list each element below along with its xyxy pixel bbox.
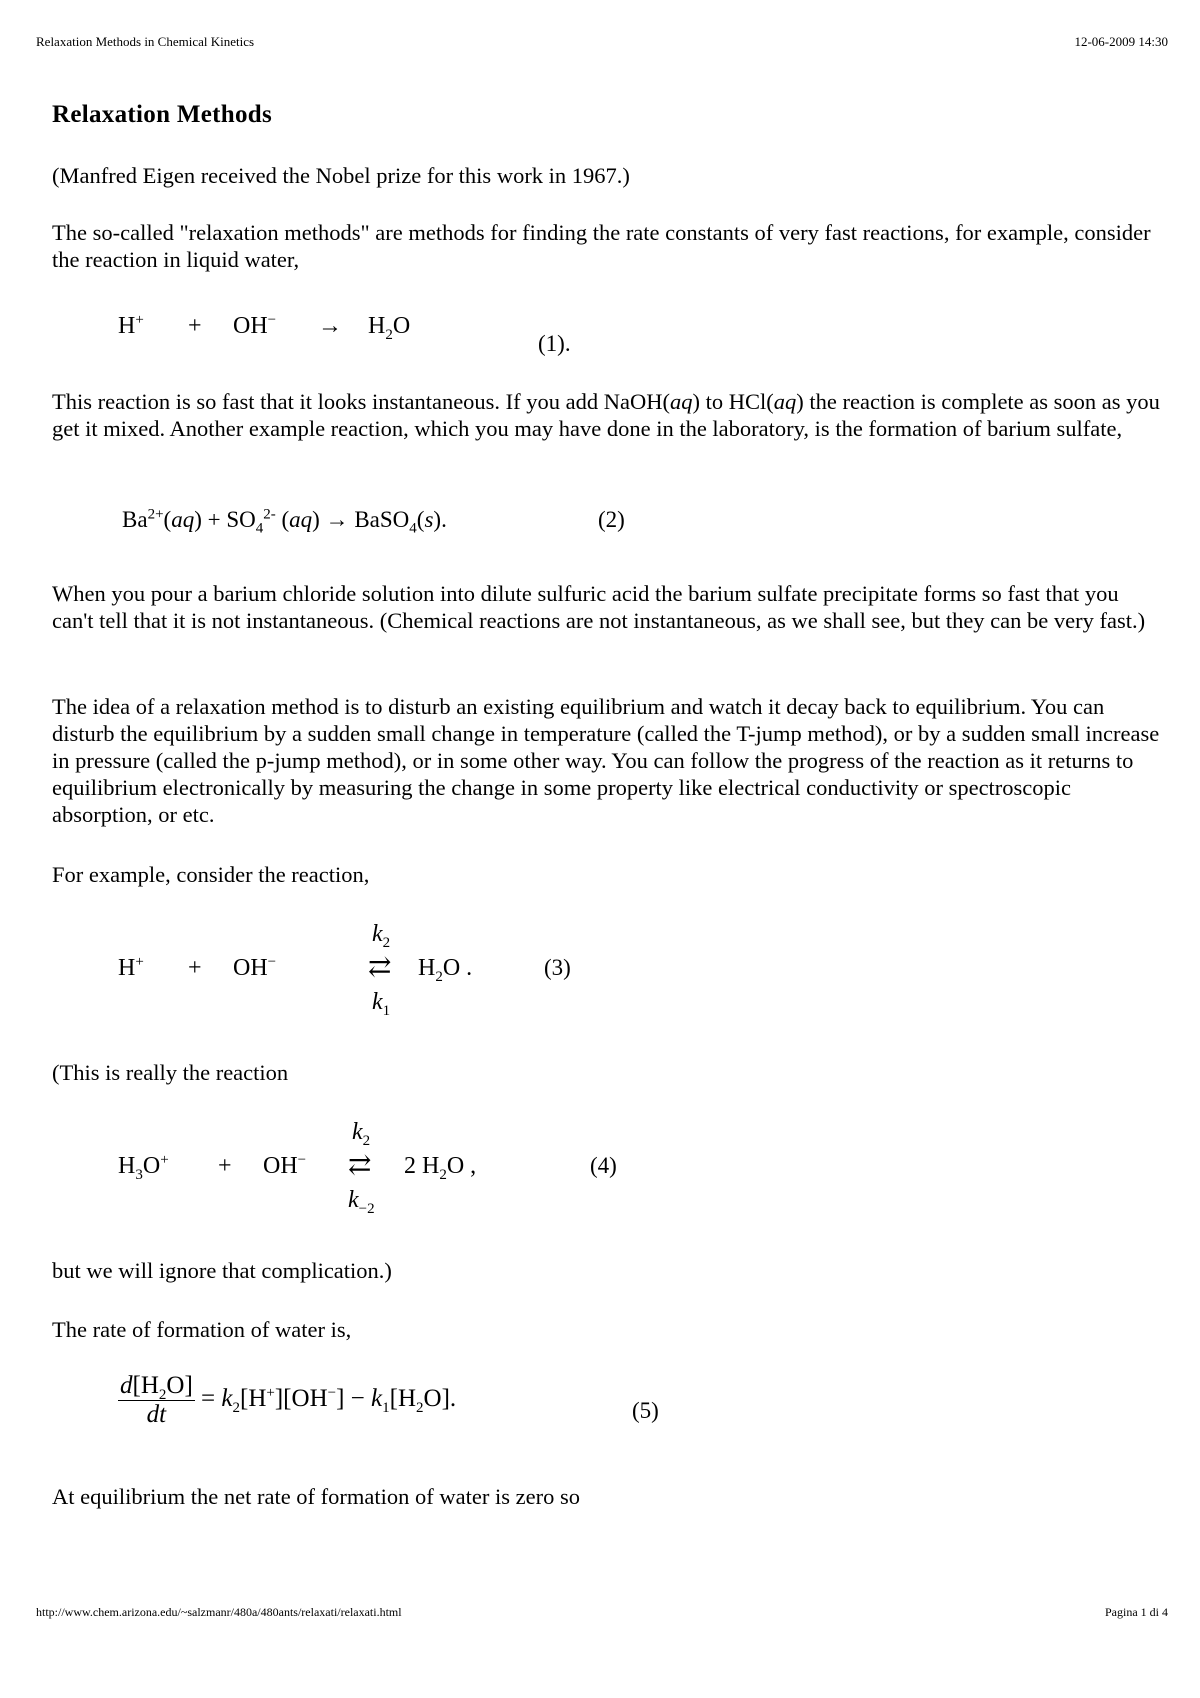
print-header-datetime: 12-06-2009 14:30 (1074, 34, 1168, 49)
equation-1-number: (1). (538, 331, 571, 356)
paragraph-fast-reaction: This reaction is so fast that it looks instantaneous. If you add NaOH(aq) to HCl(aq) the reaction is complete as soon as you get it mixed. Another example reaction, which you may have done in the laboratory, is the formation of barium sulfate, (52, 389, 1160, 441)
equation-5-number: (5) (632, 1398, 659, 1423)
paragraph-barium: When you pour a barium chloride solution into dilute sulfuric acid the barium sulfate precipitate forms so fast that you can't tell that it is not instantaneous. (Chemical reactions are not instantaneous, as we shall see, but they can be very fast.) (52, 581, 1146, 633)
paragraph-ignore: but we will ignore that complication.) (52, 1258, 392, 1283)
page-title: Relaxation Methods (52, 101, 272, 128)
paragraph-example: For example, consider the reaction, (52, 862, 370, 887)
paragraph-really: (This is really the reaction (52, 1060, 289, 1085)
equation-5: $\frac{d[H_2O]}{dt}$ = $k_2[H^+][OH^-] - k_1[H_2O]$. (120, 1372, 457, 1428)
equation-3-number: (3) (544, 955, 571, 980)
print-footer-url: http://www.chem.arizona.edu/~salzmanr/480a/480ants/relaxati/relaxati.html (36, 1605, 402, 1619)
equation-2-number: (2) (598, 507, 625, 532)
equation-2: $Ba^{2+}(aq) + SO_4^{2-}$ (aq) → BaSO$_4$(s). (122, 506, 447, 537)
paragraph-rate: The rate of formation of water is, (52, 1317, 352, 1342)
paragraph-intro: The so-called "relaxation methods" are methods for finding the rate constants of very fast reactions, for example, consider the reaction in liquid water, (52, 220, 1151, 272)
paragraph-relaxation-idea: The idea of a relaxation method is to disturb an existing equilibrium and watch it decay back to equilibrium. You can disturb the equilibrium by a sudden small change in temperature (called the T-jump method), or by a sudden small increase in pressure (called the p-jump method), or in some other way. You can follow the progress of the reaction as it returns to equilibrium electronically by measuring the change in some property like electrical conductivity or spectroscopic absorption, or etc. (52, 694, 1160, 827)
print-header-title: Relaxation Methods in Chemical Kinetics (36, 34, 255, 49)
paragraph-nobel: (Manfred Eigen received the Nobel prize for this work in 1967.) (52, 163, 630, 188)
equation-3: H+ + OH− $k_2$ ⇄ $k_1$ $H_2O$ . (118, 921, 473, 1019)
paragraph-equilibrium: At equilibrium the net rate of formation of water is zero so (52, 1484, 580, 1509)
print-footer-page: Pagina 1 di 4 (1105, 1605, 1168, 1619)
equation-4-number: (4) (590, 1153, 617, 1178)
rate-fraction: $\frac{d[H_2O]}{dt}$ (120, 1372, 193, 1428)
equation-4: $H_3O^+$ + OH− $k_2$ ⇄ $k_{-2}$ 2 $H_2O$ , (118, 1119, 477, 1217)
